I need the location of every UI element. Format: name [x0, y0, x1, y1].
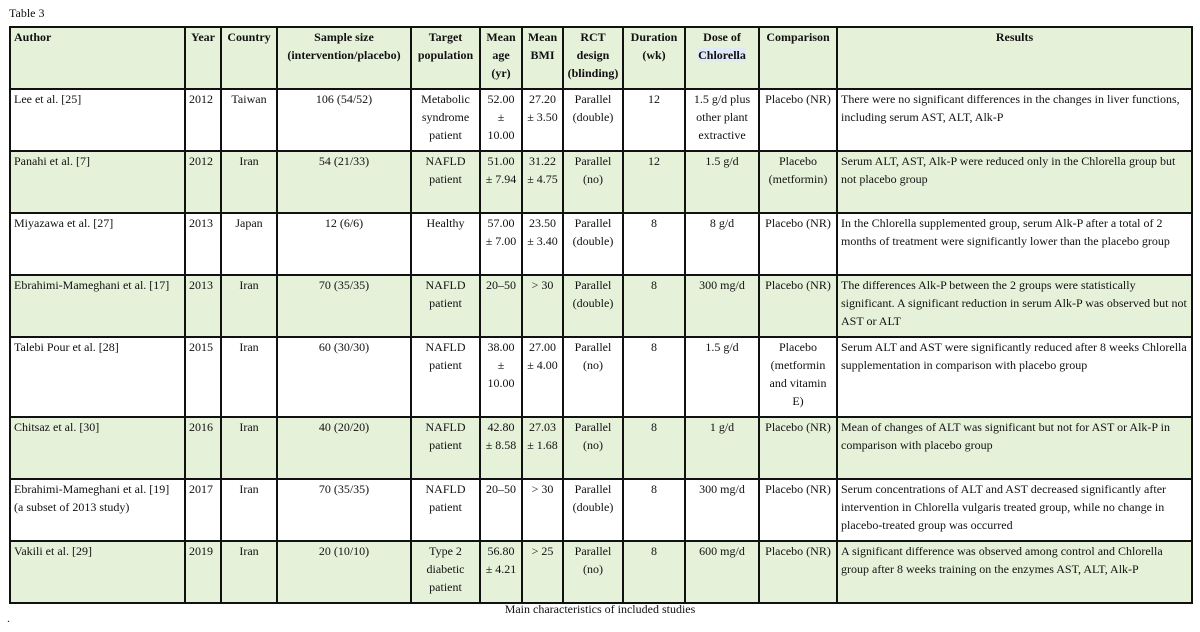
cell-author: Lee et al. [25]	[10, 89, 185, 151]
cell-dose: 600 mg/d	[685, 541, 759, 603]
header-mean-age: Mean age (yr)	[480, 27, 522, 89]
cell-sample-size: 40 (20/20)	[277, 417, 411, 479]
table-row	[10, 89, 1192, 151]
cell-year: 2012	[185, 89, 221, 151]
cell-duration: 8	[623, 417, 685, 479]
cell-rct-design: Parallel (no)	[563, 151, 623, 213]
cell-mean-age: 56.80 ± 4.21	[480, 541, 522, 603]
cell-results: There were no significant differences in the changes in liver functions, including serum AST, ALT, Alk-P	[837, 89, 1192, 151]
table-body	[10, 89, 1192, 603]
cell-rct-design: Parallel (no)	[563, 541, 623, 603]
cell-comparison: Placebo (NR)	[759, 541, 837, 603]
cell-country: Japan	[221, 213, 277, 275]
cell-author: Miyazawa et al. [27]	[10, 213, 185, 275]
cell-sample-size: 60 (30/30)	[277, 337, 411, 417]
cell-author: Ebrahimi-Mameghani et al. [17]	[10, 275, 185, 337]
cell-sample-size: 70 (35/35)	[277, 479, 411, 541]
cell-author: Vakili et al. [29]	[10, 541, 185, 603]
cell-results: Serum ALT and AST were significantly reduced after 8 weeks Chlorella supplementation in comparison with placebo group	[837, 337, 1192, 417]
cell-results: Serum ALT, AST, Alk-P were reduced only in the Chlorella group but not placebo group	[837, 151, 1192, 213]
cell-comparison: Placebo (NR)	[759, 213, 837, 275]
cell-mean-age: 57.00 ± 7.00	[480, 213, 522, 275]
cell-mean-age: 52.00 ± 10.00	[480, 89, 522, 151]
cell-target-population: NAFLD patient	[411, 479, 480, 541]
cell-year: 2019	[185, 541, 221, 603]
cell-author: Talebi Pour et al. [28]	[10, 337, 185, 417]
table-label: Table 3	[9, 6, 45, 20]
cell-mean-bmi: 27.03 ± 1.68	[522, 417, 563, 479]
cell-author: Ebrahimi-Mameghani et al. [19] (a subset of 2013 study)	[10, 479, 185, 541]
header-sample-size: Sample size (intervention/placebo)	[277, 27, 411, 89]
cell-results: A significant difference was observed among control and Chlorella group after 8 weeks training on the enzymes AST, ALT, Alk-P	[837, 541, 1192, 603]
cell-rct-design: Parallel (double)	[563, 479, 623, 541]
cell-comparison: Placebo (NR)	[759, 479, 837, 541]
table-row	[10, 417, 1192, 479]
cell-target-population: NAFLD patient	[411, 275, 480, 337]
cell-country: Iran	[221, 479, 277, 541]
cell-sample-size: 12 (6/6)	[277, 213, 411, 275]
cell-year: 2015	[185, 337, 221, 417]
cell-year: 2012	[185, 151, 221, 213]
cell-sample-size: 70 (35/35)	[277, 275, 411, 337]
cell-results: In the Chlorella supplemented group, serum Alk-P after a total of 2 months of treatment were significantly lower than the placebo group	[837, 213, 1192, 275]
cell-duration: 8	[623, 213, 685, 275]
header-target-population: Target population	[411, 27, 480, 89]
header-author: Author	[10, 27, 185, 89]
cell-dose: 1.5 g/d	[685, 151, 759, 213]
header-country: Country	[221, 27, 277, 89]
cell-mean-age: 38.00 ± 10.00	[480, 337, 522, 417]
cell-comparison: Placebo (metformin)	[759, 151, 837, 213]
cell-duration: 8	[623, 479, 685, 541]
cell-results: Serum concentrations of ALT and AST decreased significantly after intervention in Chlorella vulgaris treated group, while no change in placebo-treated group was occurred	[837, 479, 1192, 541]
cell-rct-design: Parallel (double)	[563, 213, 623, 275]
cell-target-population: NAFLD patient	[411, 337, 480, 417]
cell-duration: 12	[623, 89, 685, 151]
cell-mean-bmi: 27.00 ± 4.00	[522, 337, 563, 417]
cell-year: 2013	[185, 213, 221, 275]
cell-country: Iran	[221, 541, 277, 603]
cell-mean-age: 20–50	[480, 479, 522, 541]
table-row	[10, 541, 1192, 603]
cell-target-population: Metabolic syndrome patient	[411, 89, 480, 151]
cell-dose: 8 g/d	[685, 213, 759, 275]
cell-target-population: Healthy	[411, 213, 480, 275]
cell-mean-bmi: 27.20 ± 3.50	[522, 89, 563, 151]
cell-mean-bmi: > 30	[522, 479, 563, 541]
cell-results: The differences Alk-P between the 2 groups were statistically significant. A significant reduction in serum Alk-P was observed but not AST or ALT	[837, 275, 1192, 337]
trailing-mark: .	[7, 611, 10, 625]
header-comparison: Comparison	[759, 27, 837, 89]
cell-mean-bmi: 23.50 ± 3.40	[522, 213, 563, 275]
cell-country: Iran	[221, 337, 277, 417]
header-year: Year	[185, 27, 221, 89]
cell-dose: 300 mg/d	[685, 479, 759, 541]
table-row	[10, 275, 1192, 337]
cell-country: Taiwan	[221, 89, 277, 151]
cell-mean-age: 20–50	[480, 275, 522, 337]
cell-comparison: Placebo (metformin and vitamin E)	[759, 337, 837, 417]
header-row	[10, 27, 1192, 89]
cell-mean-age: 42.80 ± 8.58	[480, 417, 522, 479]
cell-rct-design: Parallel (no)	[563, 417, 623, 479]
cell-rct-design: Parallel (no)	[563, 337, 623, 417]
cell-comparison: Placebo (NR)	[759, 275, 837, 337]
cell-results: Mean of changes of ALT was significant but not for AST or Alk-P in comparison with placebo group	[837, 417, 1192, 479]
header-rct-design: RCT design (blinding)	[563, 27, 623, 89]
cell-duration: 8	[623, 337, 685, 417]
header-dose	[685, 27, 759, 89]
cell-dose: 1.5 g/d plus other plant extractive	[685, 89, 759, 151]
cell-sample-size: 20 (10/10)	[277, 541, 411, 603]
cell-year: 2017	[185, 479, 221, 541]
cell-rct-design: Parallel (double)	[563, 275, 623, 337]
cell-dose: 1 g/d	[685, 417, 759, 479]
cell-sample-size: 54 (21/33)	[277, 151, 411, 213]
header-dose-prefix: Dose of	[703, 30, 741, 44]
table-row	[10, 213, 1192, 275]
cell-target-population: Type 2 diabetic patient	[411, 541, 480, 603]
cell-comparison: Placebo (NR)	[759, 417, 837, 479]
cell-mean-bmi: > 25	[522, 541, 563, 603]
header-mean-bmi: Mean BMI	[522, 27, 563, 89]
studies-table	[9, 26, 1193, 604]
cell-author: Panahi et al. [7]	[10, 151, 185, 213]
cell-duration: 12	[623, 151, 685, 213]
cell-rct-design: Parallel (double)	[563, 89, 623, 151]
cell-sample-size: 106 (54/52)	[277, 89, 411, 151]
header-dose-highlight: Chlorella	[698, 48, 746, 62]
cell-country: Iran	[221, 151, 277, 213]
table-row	[10, 479, 1192, 541]
cell-mean-age: 51.00 ± 7.94	[480, 151, 522, 213]
cell-country: Iran	[221, 275, 277, 337]
cell-duration: 8	[623, 541, 685, 603]
cell-dose: 1.5 g/d	[685, 337, 759, 417]
cell-target-population: NAFLD patient	[411, 417, 480, 479]
cell-duration: 8	[623, 275, 685, 337]
cell-mean-bmi: > 30	[522, 275, 563, 337]
cell-dose: 300 mg/d	[685, 275, 759, 337]
table-row	[10, 151, 1192, 213]
table-row	[10, 337, 1192, 417]
cell-country: Iran	[221, 417, 277, 479]
header-duration: Duration (wk)	[623, 27, 685, 89]
cell-author: Chitsaz et al. [30]	[10, 417, 185, 479]
header-results: Results	[837, 27, 1192, 89]
cell-mean-bmi: 31.22 ± 4.75	[522, 151, 563, 213]
cell-comparison: Placebo (NR)	[759, 89, 837, 151]
table-container	[9, 26, 1193, 604]
cell-year: 2016	[185, 417, 221, 479]
cell-year: 2013	[185, 275, 221, 337]
cell-target-population: NAFLD patient	[411, 151, 480, 213]
table-caption: Main characteristics of included studies	[504, 602, 696, 616]
